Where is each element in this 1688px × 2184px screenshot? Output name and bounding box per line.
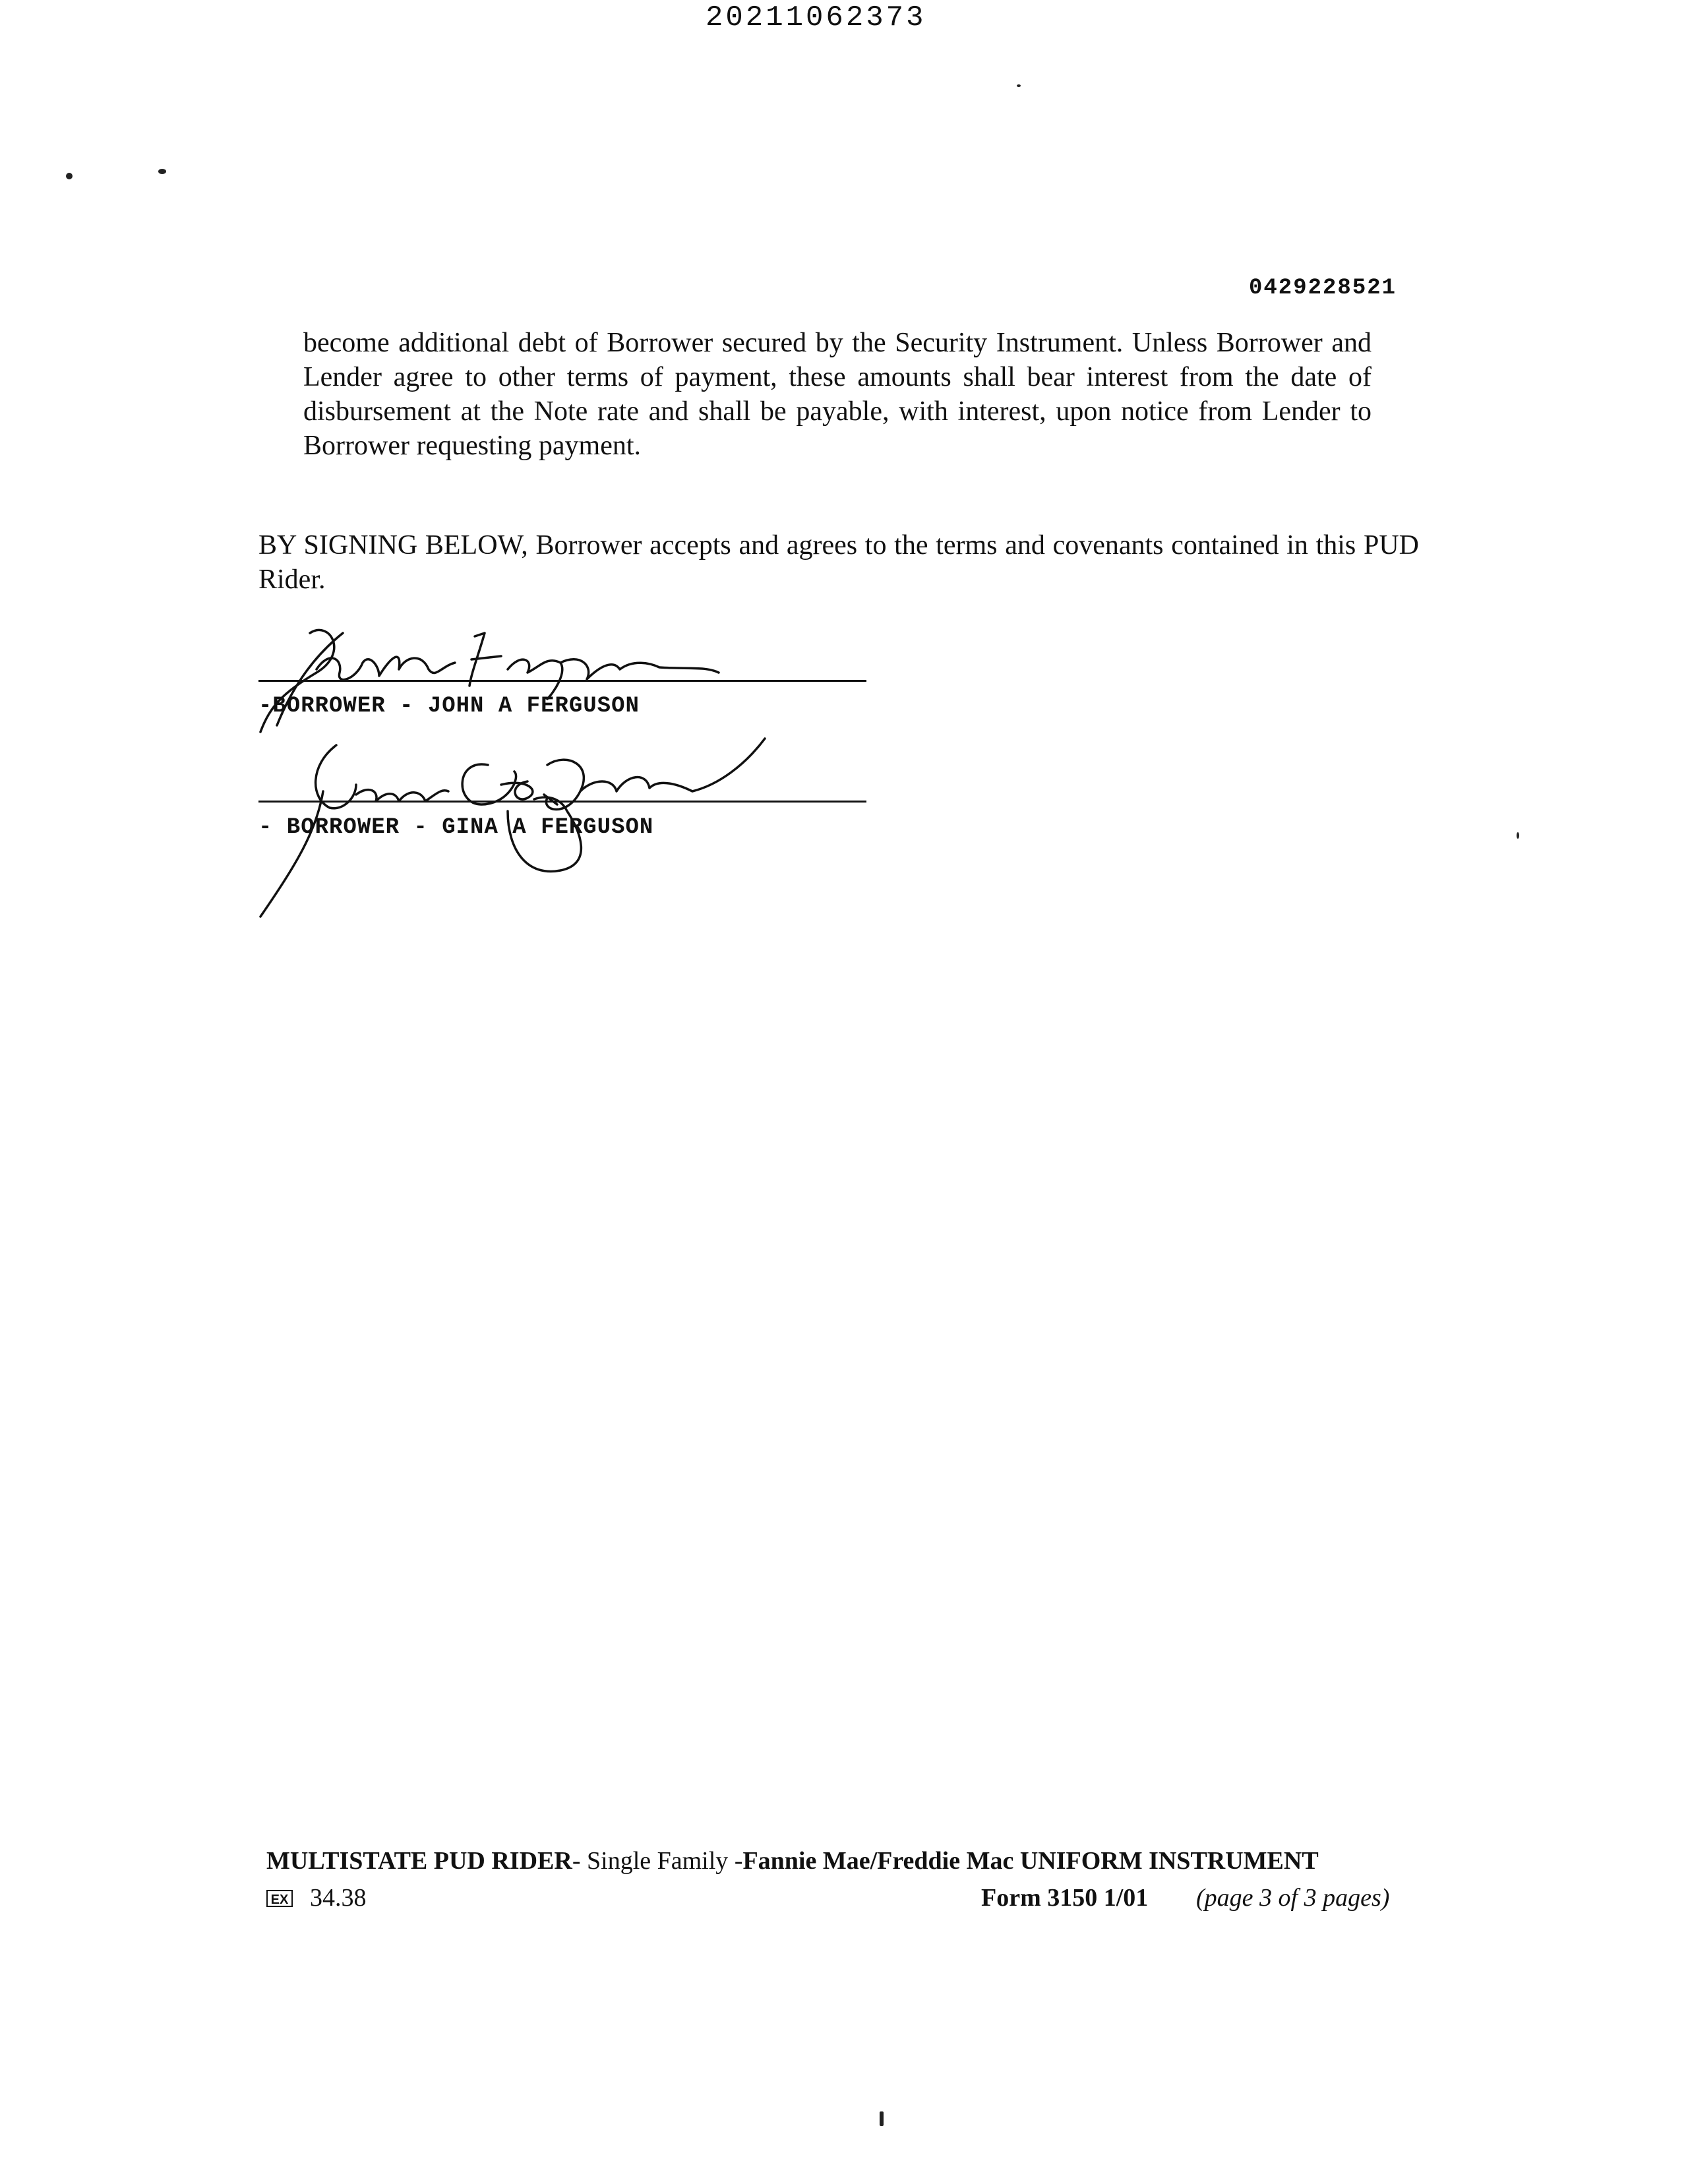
form-number: Form 3150 1/01	[981, 1884, 1149, 1912]
scan-artifact	[880, 2111, 884, 2126]
borrower-caption-1: -BORROWER - JOHN A FERGUSON	[258, 694, 640, 719]
document-number: 20211062373	[706, 1, 926, 34]
body-paragraph-continuation: become additional debt of Borrower secured by the Security Instrument. Unless Borrower and Lender agree to other terms of payment, these amounts shall bear interest from the date of disbursement at the Note rate and shall be payable, with interest, upon notice from Lender to Borrower requesting payment.	[303, 328, 1372, 461]
footer-form-info	[266, 1883, 1420, 1916]
scan-artifact	[1517, 832, 1519, 839]
loan-number: 0429228521	[1249, 276, 1397, 301]
scan-artifact	[158, 169, 166, 174]
footer-form-title	[266, 1846, 1319, 1875]
footer-title-regular: - Single Family -	[572, 1847, 743, 1875]
form-code-icon: EX	[266, 1890, 293, 1907]
footer-title-bold-2: Fannie Mae/Freddie Mac UNIFORM INSTRUMENT	[742, 1847, 1319, 1875]
page-indicator: (page 3 of 3 pages)	[1196, 1884, 1390, 1912]
footer-title-bold-1: MULTISTATE PUD RIDER	[266, 1847, 572, 1875]
signature-line-borrower-2	[258, 801, 866, 803]
signing-statement: BY SIGNING BELOW, Borrower accepts and agrees to the terms and covenants contained in this PUD Rider.	[258, 530, 1419, 595]
scan-artifact	[1017, 84, 1021, 87]
signature-line-borrower-1	[258, 680, 866, 682]
borrower-caption-2: - BORROWER - GINA A FERGUSON	[258, 815, 654, 840]
form-code: 34.38	[310, 1884, 367, 1912]
scan-artifact	[66, 173, 73, 179]
